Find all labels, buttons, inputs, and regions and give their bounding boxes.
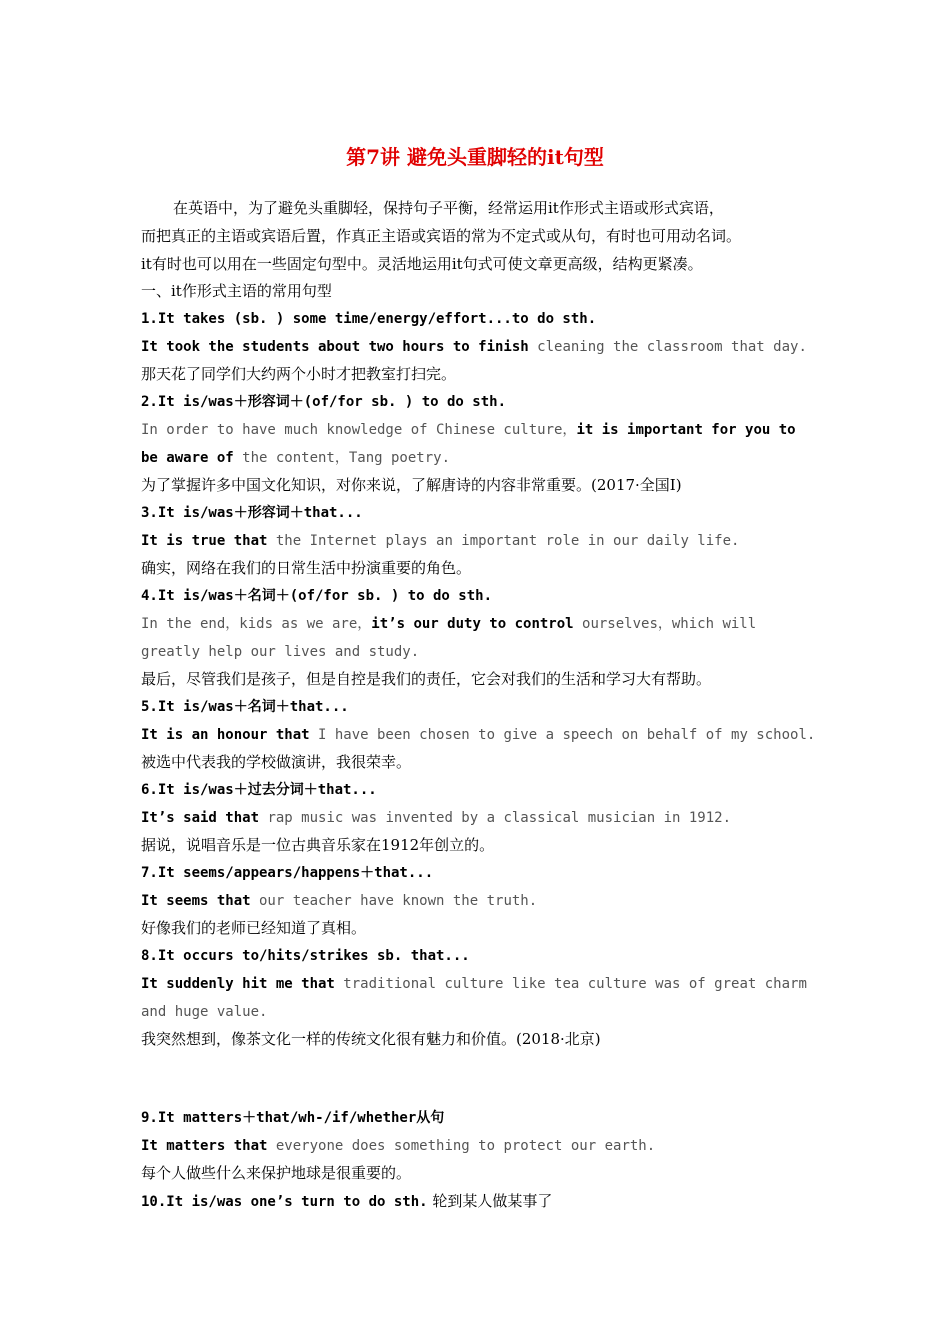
pattern-heading-1: 1.It takes (sb. ) some time/energy/effort...to do sth. [141,311,597,327]
key-phrase: it is important for you to [576,422,796,438]
example-sentence-9 [141,1136,821,1156]
sentence-rest: cleaning the classroom that day. [528,339,807,355]
pattern-heading-5: 5.It is/was＋名词＋that... [141,699,349,715]
example-sentence-4b: greatly help our lives and study. [141,644,420,660]
sentence-rest: traditional culture like tea culture was of great charm [334,976,807,992]
intro-line-3: it有时也可以用在一些固定句型中。灵活地运用it句式可使文章更高级，结构更紧凑。 [141,255,703,273]
key-phrase: It matters that [141,1138,268,1154]
key-phrase: be aware of [141,450,234,466]
key-phrase: it’s our duty to control [371,616,574,632]
example-sentence-8b: and huge value. [141,1004,268,1020]
translation-6: 据说，说唱音乐是一位古典音乐家在1912年创立的。 [141,836,495,854]
translation-8: 我突然想到，像茶文化一样的传统文化很有魅力和价值。(2018·北京) [141,1030,601,1048]
example-sentence-2a [141,420,821,440]
sentence-lead: In order to have much knowledge of Chinese culture， [141,422,577,438]
sentence-lead: In the end，kids as we are， [141,616,372,632]
pattern-meaning: 轮到某人做某事了 [427,1192,553,1210]
example-sentence-7 [141,891,821,911]
example-sentence-8a [141,974,821,994]
pattern-heading-7: 7.It seems/appears/happens＋that... [141,865,434,881]
sentence-rest: the Internet plays an important role in our daily life. [267,533,740,549]
example-sentence-6 [141,808,821,828]
intro-line-1: 在英语中，为了避免头重脚轻，保持句子平衡，经常运用it作形式主语或形式宾语， [173,199,724,217]
translation-5: 被选中代表我的学校做演讲，我很荣幸。 [141,753,412,771]
example-sentence-4a [141,614,821,634]
pattern-heading-10 [141,1191,821,1212]
key-phrase: It suddenly hit me that [141,976,335,992]
translation-4: 最后，尽管我们是孩子，但是自控是我们的责任，它会对我们的生活和学习大有帮助。 [141,670,712,688]
key-phrase: It seems that [141,893,251,909]
pattern-heading-3: 3.It is/was＋形容词＋that... [141,505,363,521]
key-phrase: It’s said that [141,810,260,826]
example-sentence-5 [141,725,821,745]
translation-2: 为了掌握许多中国文化知识，对你来说，了解唐诗的内容非常重要。(2017·全国Ⅰ) [141,476,682,494]
sentence-rest: ourselves，which will [573,616,757,632]
pattern-heading-4: 4.It is/was＋名词＋(of/for sb. ) to do sth. [141,588,493,604]
pattern-heading-6: 6.It is/was＋过去分词＋that... [141,782,377,798]
translation-9: 每个人做些什么来保护地球是很重要的。 [141,1164,412,1182]
pattern-heading-2: 2.It is/was＋形容词＋(of/for sb. ) to do sth. [141,394,507,410]
translation-1: 那天花了同学们大约两个小时才把教室打扫完。 [141,365,457,383]
example-sentence-1 [141,337,821,357]
pattern-text: 10.It is/was one’s turn to do sth. [141,1194,428,1210]
page-title: 第7讲 避免头重脚轻的it句型 [346,145,604,169]
example-sentence-2b [141,448,821,468]
sentence-rest: the content，Tang poetry. [233,450,451,466]
translation-3: 确实，网络在我们的日常生活中扮演重要的角色。 [141,559,472,577]
sentence-rest: rap music was invented by a classical musician in 1912. [259,810,732,826]
example-sentence-3 [141,531,821,551]
key-phrase: It took the students about two hours to finish [141,339,529,355]
translation-7: 好像我们的老师已经知道了真相。 [141,919,367,937]
sentence-rest: everyone does something to protect our earth. [267,1138,656,1154]
pattern-heading-8: 8.It occurs to/hits/strikes sb. that... [141,948,470,964]
pattern-heading-9: 9.It matters＋that/wh-/if/whether从句 [141,1110,445,1126]
key-phrase: It is true that [141,533,268,549]
sentence-rest: I have been chosen to give a speech on behalf of my school. [309,727,816,743]
key-phrase: It is an honour that [141,727,310,743]
intro-line-2: 而把真正的主语或宾语后置，作真正主语或宾语的常为不定式或从句，有时也可用动名词。 [141,227,742,245]
sentence-rest: our teacher have known the truth. [250,893,538,909]
section-heading: 一、it作形式主语的常用句型 [141,282,332,300]
